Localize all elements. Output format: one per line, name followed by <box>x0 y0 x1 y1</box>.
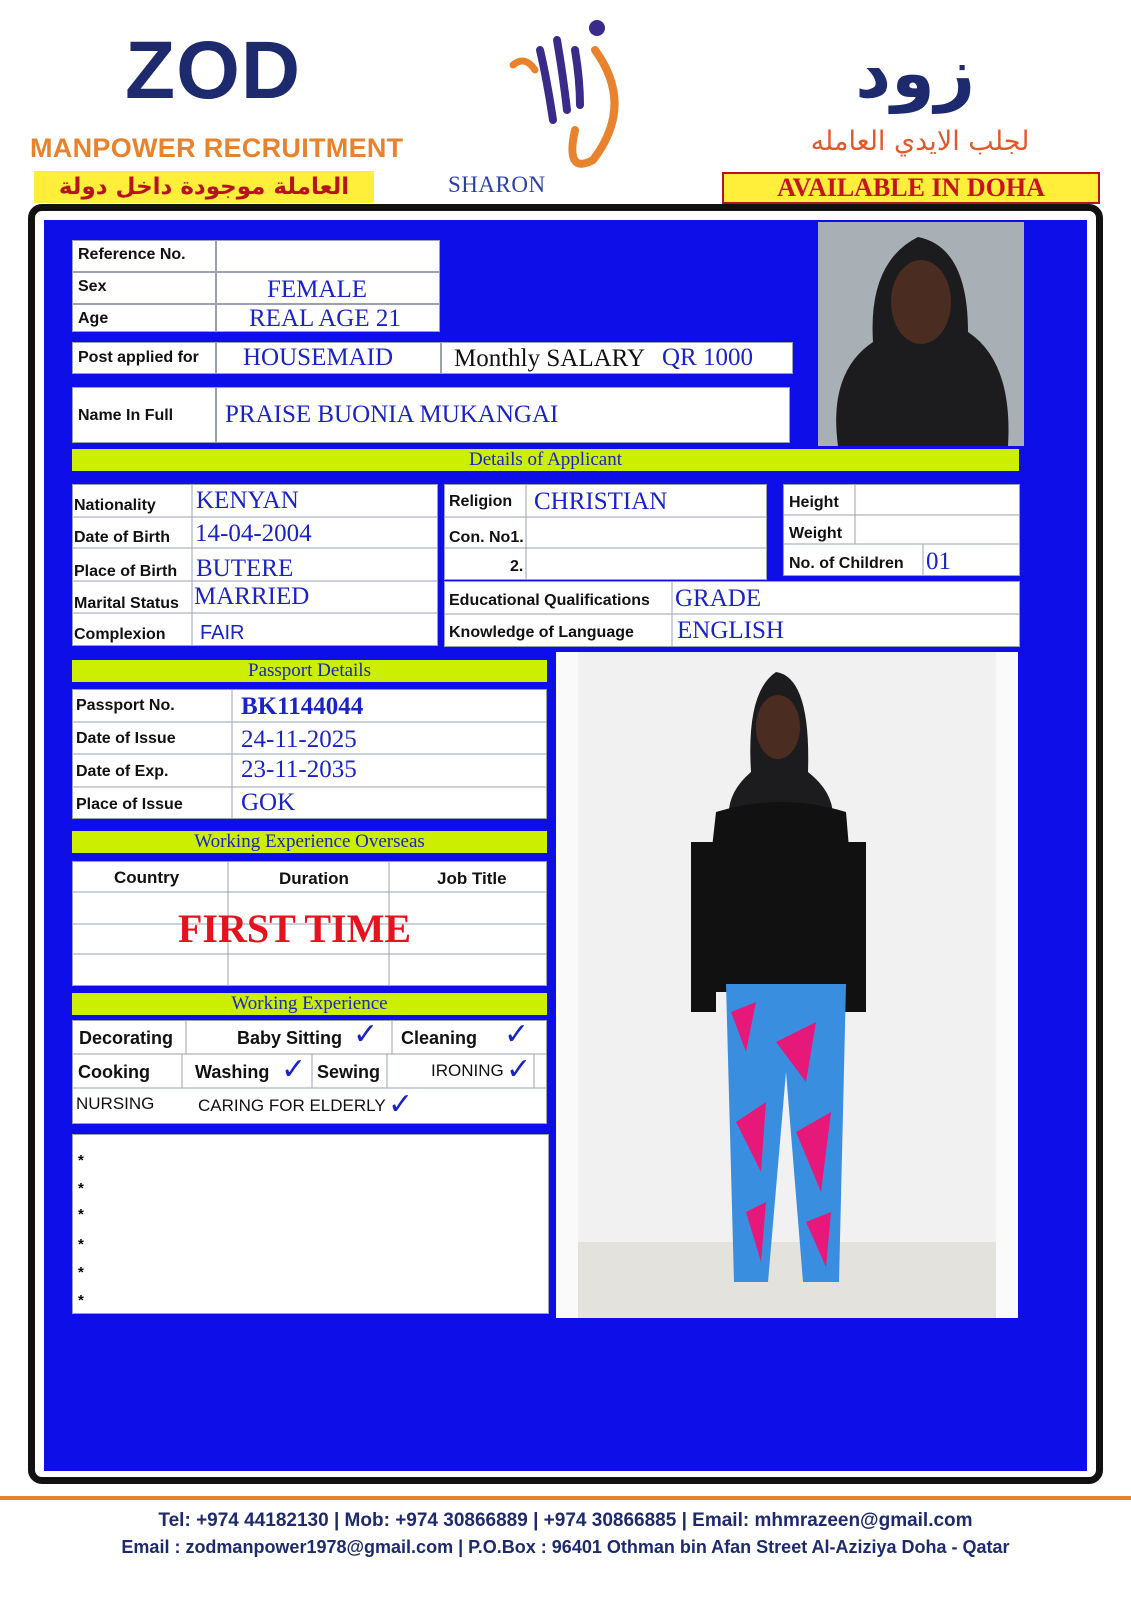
issue-date-label: Date of Issue <box>76 730 176 747</box>
issue-place-value: GOK <box>241 789 296 816</box>
language-label: Knowledge of Language <box>449 624 634 641</box>
arabic-subtitle: لجلب الايدي العامله <box>810 126 1030 157</box>
reference-label: Reference No. <box>78 246 186 263</box>
complexion-value: FAIR <box>200 622 245 644</box>
exp-date-value: 23-11-2035 <box>241 756 357 783</box>
full-body-figure-icon <box>556 652 1018 1318</box>
personal-grid-lines <box>72 484 438 646</box>
skill-ironing: IRONING <box>431 1061 504 1080</box>
note-bullet: * <box>78 1152 84 1169</box>
children-value: 01 <box>926 548 951 575</box>
reference-label-cell <box>72 240 216 272</box>
note-bullet: * <box>78 1180 84 1197</box>
arabic-tagline: العاملة موجودة داخل دولة <box>34 171 374 203</box>
reference-value-cell <box>216 240 440 272</box>
salary-value: QR 1000 <box>662 344 753 371</box>
sex-label: Sex <box>78 278 107 295</box>
skill-washing: Washing <box>195 1062 270 1082</box>
religion-label: Religion <box>449 493 513 510</box>
note-bullet: * <box>78 1292 84 1309</box>
sharon-label: SHARON <box>448 172 546 197</box>
height-label: Height <box>789 494 839 511</box>
dob-label: Date of Birth <box>74 529 170 546</box>
passport-band: Passport Details <box>72 660 547 682</box>
con1-label: Con. No1. <box>449 529 524 546</box>
passport-no-label: Passport No. <box>76 697 175 714</box>
age-label-cell <box>72 304 216 332</box>
education-label: Educational Qualifications <box>449 592 650 609</box>
weight-label: Weight <box>789 525 843 542</box>
post-label: Post applied for <box>78 349 199 366</box>
age-value-cell <box>216 304 440 332</box>
pob-value: BUTERE <box>196 555 294 582</box>
notes-box <box>72 1134 549 1314</box>
portrait-photo <box>818 222 1024 446</box>
dob-value: 14-04-2004 <box>195 520 312 547</box>
full-body-photo <box>556 652 1018 1318</box>
marital-label: Marital Status <box>74 595 179 612</box>
cleaning-check-icon: ✓ <box>504 1017 530 1052</box>
post-value-cell <box>216 342 441 374</box>
note-bullet: * <box>78 1206 84 1223</box>
col-duration: Duration <box>279 869 349 888</box>
religion-value: CHRISTIAN <box>534 488 668 515</box>
passport-no-value: BK1144044 <box>241 693 364 720</box>
brand-logo-text: ZOD <box>125 25 302 116</box>
skill-nursing: NURSING <box>76 1094 155 1113</box>
salary-label: Monthly SALARY <box>454 345 646 372</box>
brand-subtitle: MANPOWER RECRUITMENT <box>30 133 404 163</box>
post-value: HOUSEMAID <box>243 344 393 371</box>
issue-date-value: 24-11-2025 <box>241 726 357 753</box>
skill-cleaning: Cleaning <box>401 1028 478 1048</box>
sex-value-cell <box>216 272 440 304</box>
first-time-stamp: FIRST TIME <box>178 906 412 951</box>
skill-cooking: Cooking <box>78 1062 150 1082</box>
marital-value: MARRIED <box>194 583 310 610</box>
note-bullet: * <box>78 1264 84 1281</box>
exp-date-label: Date of Exp. <box>76 763 169 780</box>
skill-decorating: Decorating <box>79 1028 174 1048</box>
con2-label: 2. <box>510 558 524 575</box>
footer-contact-line1: Tel: +974 44182130 | Mob: +974 30866889 | +974 30866885 | Email: mhmrazeen@gmail.com <box>158 1510 973 1531</box>
availability-banner: AVAILABLE IN DOHA <box>722 172 1100 204</box>
name-label-cell <box>72 387 216 443</box>
col-country: Country <box>114 868 180 887</box>
language-value: ENGLISH <box>677 617 784 644</box>
sex-label-cell <box>72 272 216 304</box>
complexion-label: Complexion <box>74 626 166 643</box>
details-band: Details of Applicant <box>72 449 1019 471</box>
nationality-value: KENYAN <box>196 487 299 514</box>
age-label: Age <box>78 310 109 327</box>
salary-cell <box>441 342 793 374</box>
note-bullet: * <box>78 1236 84 1253</box>
skill-caring-elderly: CARING FOR ELDERLY <box>198 1096 386 1115</box>
education-value: GRADE <box>675 585 762 612</box>
skill-baby-sitting: Baby Sitting <box>237 1028 343 1048</box>
caring-elderly-check-icon: ✓ <box>388 1087 414 1122</box>
footer-contact-line2: Email : zodmanpower1978@gmail.com | P.O.Box : 96401 Othman bin Afan Street Al-Aziziya Doha - Qatar <box>121 1537 1010 1557</box>
name-value-cell <box>216 387 790 443</box>
footer-divider <box>0 1496 1131 1500</box>
ironing-check-icon: ✓ <box>506 1052 532 1087</box>
name-value: PRAISE BUONIA MUKANGAI <box>225 401 559 428</box>
age-value: REAL AGE 21 <box>249 305 401 332</box>
skill-sewing: Sewing <box>317 1062 381 1082</box>
issue-place-label: Place of Issue <box>76 796 183 813</box>
pob-label: Place of Birth <box>74 563 178 580</box>
overseas-band: Working Experience Overseas <box>72 831 547 853</box>
portrait-figure-icon <box>818 222 1024 446</box>
sex-value: FEMALE <box>267 276 367 303</box>
name-label: Name In Full <box>78 407 174 424</box>
baby-sitting-check-icon: ✓ <box>353 1017 379 1052</box>
experience-band: Working Experience <box>72 993 547 1015</box>
nationality-label: Nationality <box>74 497 156 514</box>
col-job-title: Job Title <box>437 869 507 888</box>
children-label: No. of Children <box>789 555 904 572</box>
washing-check-icon: ✓ <box>281 1052 307 1087</box>
sharon-logo-icon <box>505 10 635 175</box>
post-label-cell <box>72 342 216 374</box>
arabic-brand: زود <box>855 32 975 114</box>
